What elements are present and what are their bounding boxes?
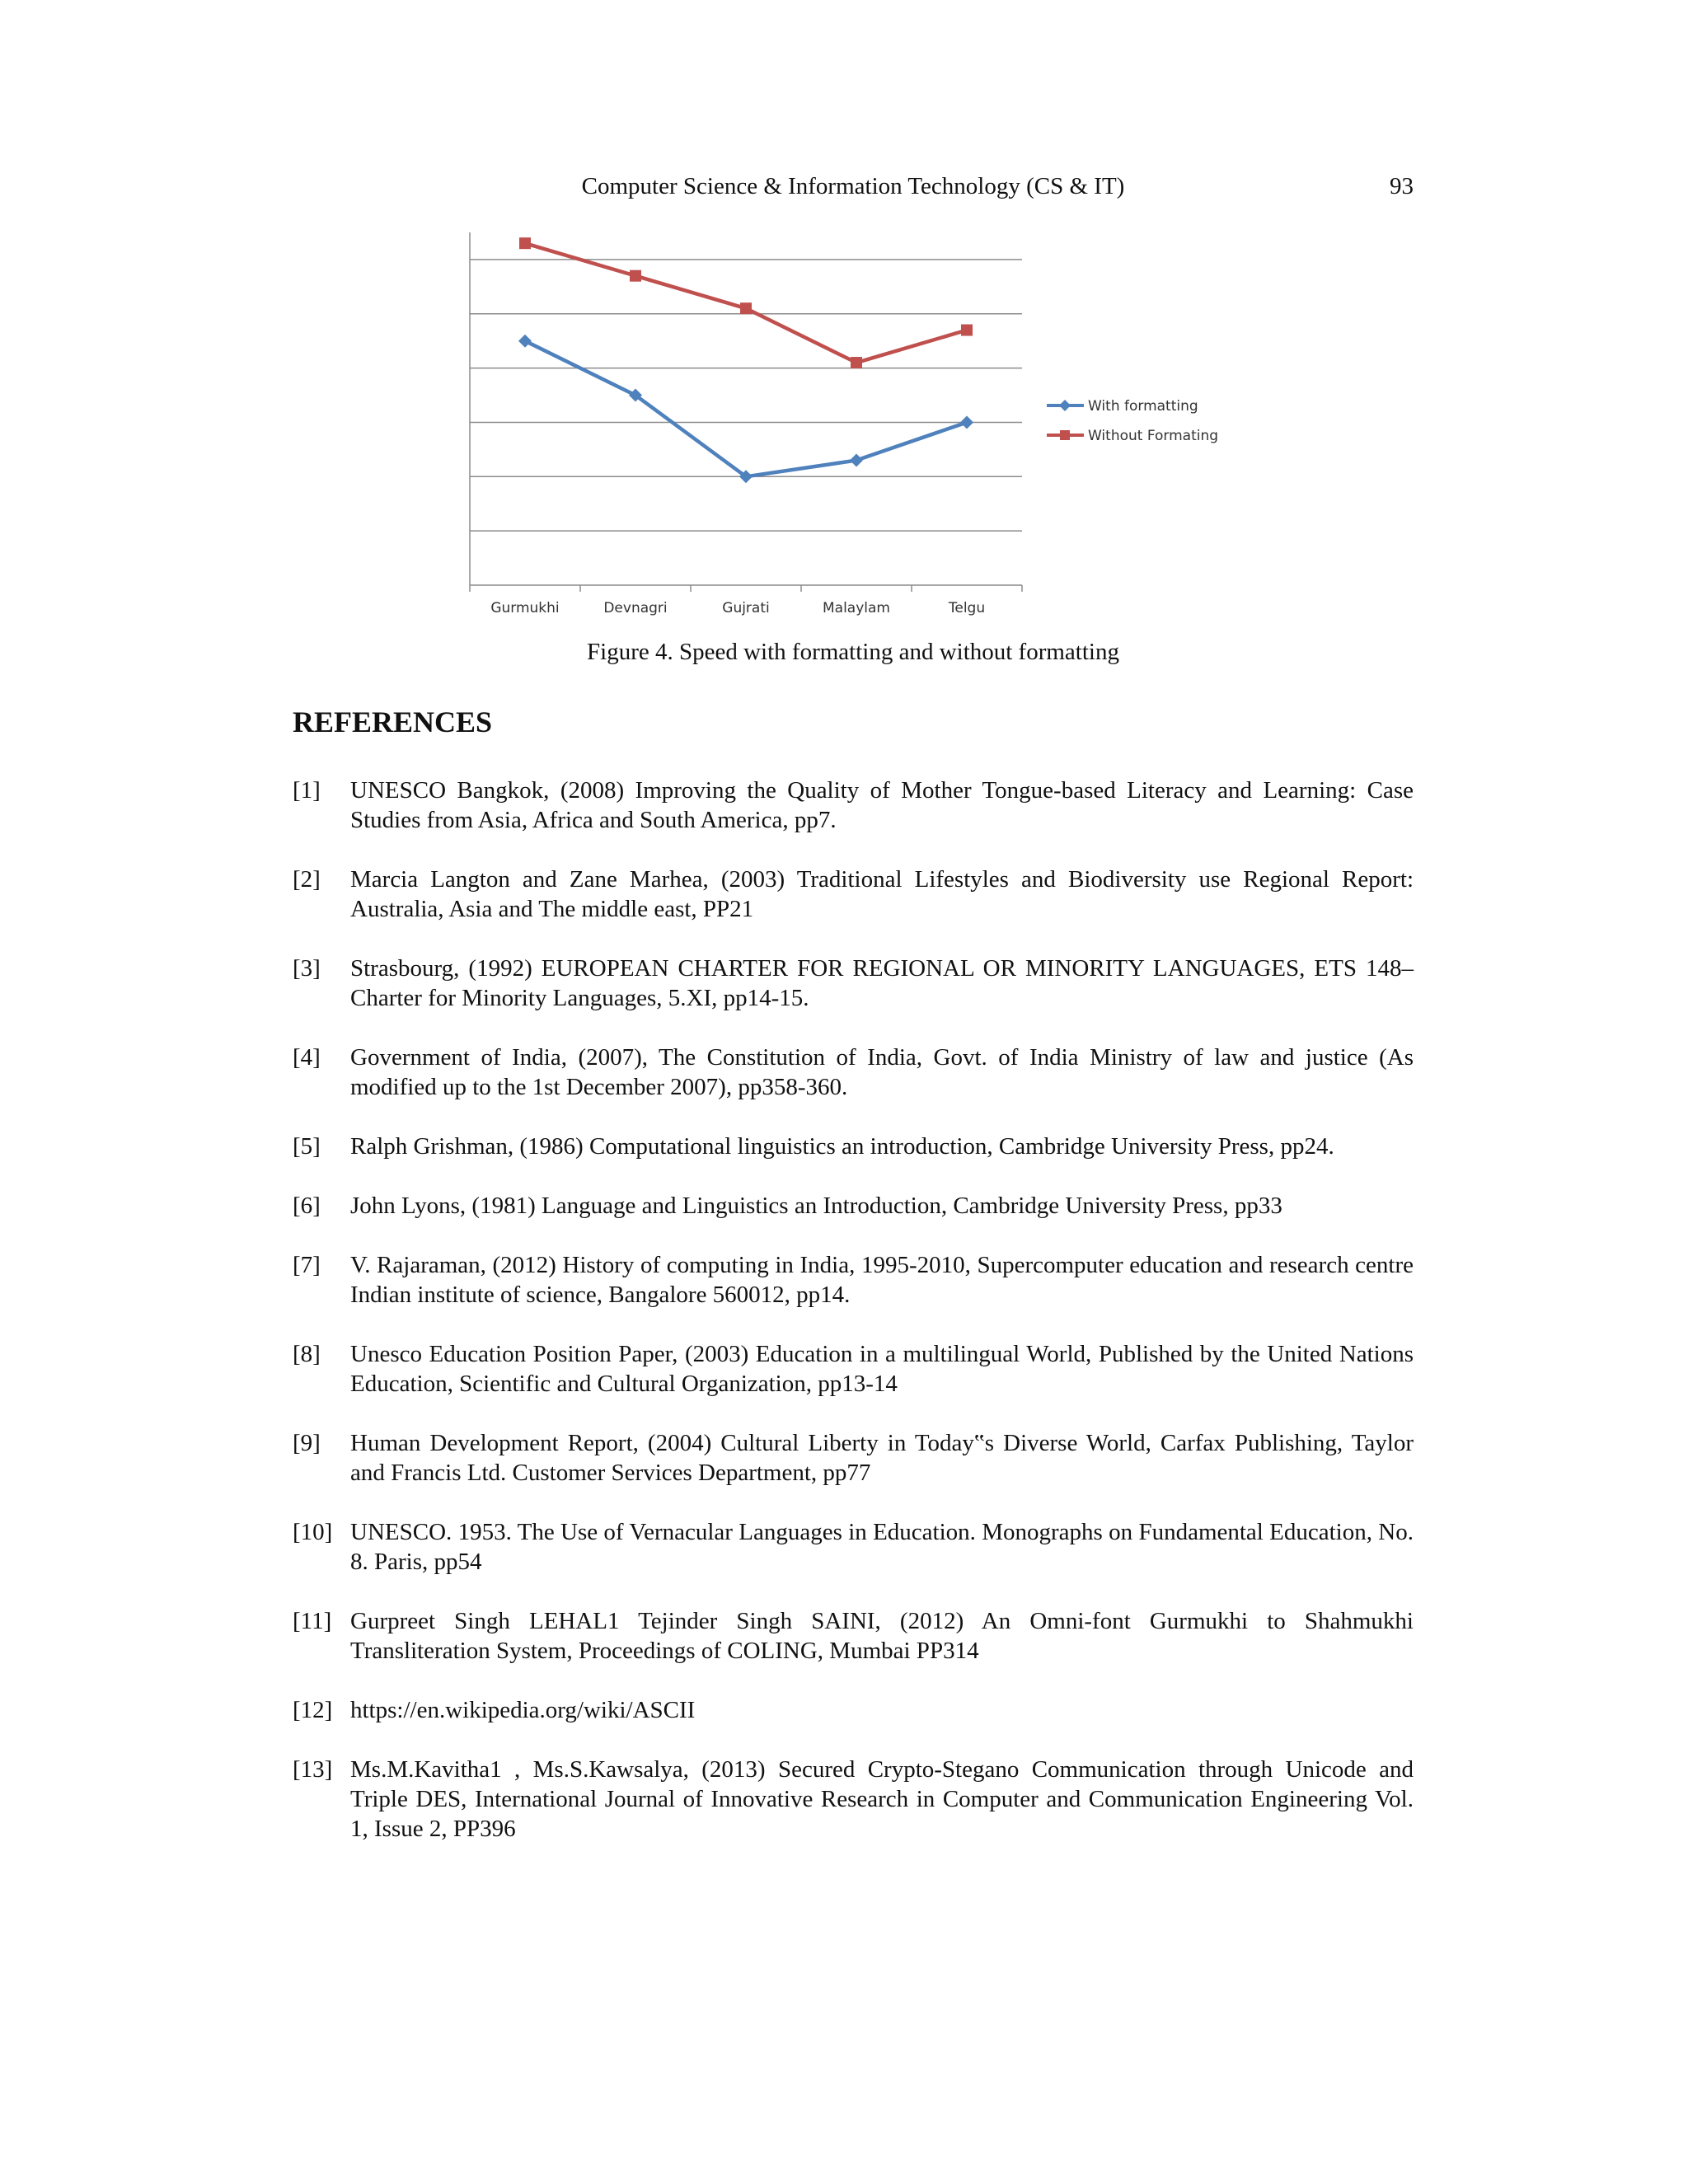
reference-number: [4] bbox=[293, 1044, 321, 1071]
reference-number: [6] bbox=[293, 1193, 321, 1219]
reference-text: V. Rajaraman, (2012) History of computing in India, 1995-2010, Supercomputer education and research centre Indian institute of science, Bangalore 560012, pp14. bbox=[350, 1252, 1414, 1308]
reference-item bbox=[293, 1191, 1414, 1221]
reference-text: John Lyons, (1981) Language and Linguistics an Introduction, Cambridge University Press, pp33 bbox=[350, 1193, 1282, 1219]
data-point bbox=[850, 454, 863, 467]
reference-number: [13] bbox=[293, 1756, 333, 1783]
reference-number: [11] bbox=[293, 1608, 332, 1634]
reference-item bbox=[293, 1428, 1414, 1488]
journal-title: Computer Science & Information Technology (CS & IT) bbox=[581, 173, 1125, 199]
data-point bbox=[630, 270, 641, 282]
reference-number: [3] bbox=[293, 955, 321, 982]
reference-text: Ralph Grishman, (1986) Computational linguistics an introduction, Cambridge University Press, pp24. bbox=[350, 1133, 1334, 1160]
reference-text: Government of India, (2007), The Constitution of India, Govt. of India Ministry of law and justice (As modified up to the 1st December 2007), pp358-360. bbox=[350, 1044, 1414, 1100]
line-chart bbox=[445, 221, 1269, 625]
reference-item bbox=[293, 1755, 1414, 1844]
reference-text: Ms.M.Kavitha1 , Ms.S.Kawsalya, (2013) Secured Crypto-Stegano Communication through Unicode and Triple DES, International Journal of Innovative Research in Computer and Communication Engineering Vol. 1, Issue 2, PP396 bbox=[350, 1756, 1414, 1842]
reference-text: Gurpreet Singh LEHAL1 Tejinder Singh SAINI, (2012) An Omni-font Gurmukhi to Shahmukhi Transliteration System, Proceedings of COLING, Mumbai PP314 bbox=[350, 1608, 1414, 1664]
reference-item bbox=[293, 1250, 1414, 1310]
reference-list bbox=[293, 776, 1414, 1873]
reference-item bbox=[293, 776, 1414, 835]
x-tick-label: Gujrati bbox=[722, 600, 770, 616]
reference-number: [5] bbox=[293, 1133, 321, 1160]
x-tick-label: Devnagri bbox=[603, 600, 668, 616]
reference-item bbox=[293, 1043, 1414, 1102]
x-tick-label: Telgu bbox=[948, 600, 986, 616]
reference-item bbox=[293, 865, 1414, 924]
reference-item bbox=[293, 1606, 1414, 1666]
legend-label: With formatting bbox=[1088, 398, 1198, 415]
running-header bbox=[293, 173, 1414, 206]
series-line-1 bbox=[525, 341, 967, 477]
reference-item bbox=[293, 954, 1414, 1013]
page-number: 93 bbox=[1390, 173, 1414, 199]
reference-number: [9] bbox=[293, 1430, 321, 1456]
reference-number: [2] bbox=[293, 866, 321, 893]
data-point bbox=[960, 415, 973, 429]
reference-text: UNESCO Bangkok, (2008) Improving the Quality of Mother Tongue-based Literacy and Learning: Case Studies from Asia, Africa and South America, pp7. bbox=[350, 777, 1414, 833]
reference-text: Marcia Langton and Zane Marhea, (2003) Traditional Lifestyles and Biodiversity use Regional Report: Australia, Asia and The middle east, PP21 bbox=[350, 866, 1414, 922]
x-tick-label: Gurmukhi bbox=[490, 600, 560, 616]
reference-number: [7] bbox=[293, 1252, 321, 1278]
reference-text: https://en.wikipedia.org/wiki/ASCII bbox=[350, 1697, 696, 1723]
legend-label: Without Formating bbox=[1088, 428, 1219, 444]
reference-text: Strasbourg, (1992) EUROPEAN CHARTER FOR REGIONAL OR MINORITY LANGUAGES, ETS 148–Charter for Minority Languages, 5.XI, pp14-15. bbox=[350, 955, 1414, 1011]
legend-marker bbox=[1059, 400, 1071, 411]
figure-4 bbox=[445, 221, 1269, 625]
references-heading: REFERENCES bbox=[293, 705, 493, 738]
reference-item bbox=[293, 1339, 1414, 1399]
reference-number: [12] bbox=[293, 1697, 333, 1723]
figure-caption: Figure 4. Speed with formatting and without formatting bbox=[587, 639, 1119, 665]
data-point bbox=[519, 237, 531, 249]
legend-marker bbox=[1060, 430, 1070, 440]
data-point bbox=[961, 325, 973, 336]
reference-item bbox=[293, 1695, 1414, 1725]
reference-number: [8] bbox=[293, 1341, 321, 1367]
x-tick-label: Malaylam bbox=[823, 600, 890, 616]
reference-number: [10] bbox=[293, 1519, 333, 1545]
data-point bbox=[518, 335, 532, 348]
reference-item bbox=[293, 1132, 1414, 1161]
reference-text: Human Development Report, (2004) Cultural Liberty in Today‟s Diverse World, Carfax Publishing, Taylor and Francis Ltd. Customer Services Department, pp77 bbox=[350, 1430, 1414, 1486]
data-point bbox=[851, 357, 862, 368]
reference-item bbox=[293, 1517, 1414, 1577]
reference-number: [1] bbox=[293, 777, 321, 804]
reference-text: UNESCO. 1953. The Use of Vernacular Languages in Education. Monographs on Fundamental Education, No. 8. Paris, pp54 bbox=[350, 1519, 1414, 1575]
data-point bbox=[740, 302, 752, 314]
reference-text: Unesco Education Position Paper, (2003) Education in a multilingual World, Published by the United Nations Education, Scientific and Cultural Organization, pp13-14 bbox=[350, 1341, 1414, 1397]
